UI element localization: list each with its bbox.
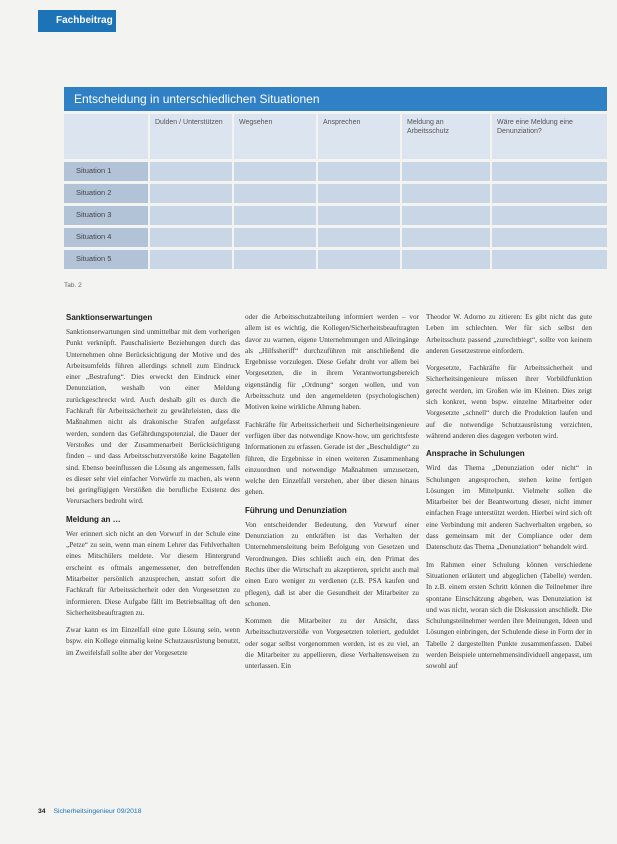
paragraph: Fachkräfte für Arbeitssicherheit und Sicherheitsingenieure verfügen über das notwendige Know-how, um gerichtsfeste Informationen zu erfassen. Gerade ist der „Beschuldigte“ zu führen, die Ergebnisse in einen weiteren Zusammenhang einzuordnen und notwendige Maßnahmen umzusetzen, welche den Einzelfall verstehen, aber über diesen hinaus gehen.	[245, 420, 419, 497]
table-cell	[402, 250, 490, 269]
table-cell	[402, 162, 490, 181]
paragraph: Theodor W. Adorno zu zitieren: Es gibt nicht das gute Leben im schlechten. Wer für sich selbst den Arbeitsschutz passend „zurechtbiegt“, sollte von keinem anderen Gesetzestreue einfordern.	[426, 313, 592, 355]
article-column-2	[245, 312, 419, 679]
table-cell	[318, 162, 400, 181]
heading-fuehrung: Führung und Denunziation	[245, 505, 347, 515]
page-footer	[38, 808, 142, 815]
table-column-header: Dulden / Unterstützen	[150, 114, 232, 159]
table-column-header: Ansprechen	[318, 114, 400, 159]
table-header-corner	[64, 114, 148, 159]
table-title: Entscheidung in unterschiedlichen Situationen	[64, 87, 607, 111]
paragraph: Im Rahmen einer Schulung können verschiedene Situationen erläutert und abgeglichen (Tabelle) werden. In z.B. einem ersten Schritt können die Teilnehmer ihre spontane Einschätzung abgeben, was Denunziation ist und was nicht, woran sich die Diskussion anschließt. Die Schulungsteilnehmer werden ihre Meinungen, Ideen und Lösungen einbringen, der Schulende diese in Form der in Tabelle 2 dargestellten Punkte zusammenfassen. Dabei werden Beispiele unternehmensindividuell angepasst, um sowohl auf	[426, 560, 592, 671]
table-cell	[234, 228, 316, 247]
table-cell	[492, 228, 607, 247]
table-row-label: Situation 1	[64, 162, 148, 181]
paragraph: Wird das Thema „Denunziation oder nicht“ in Schulungen angesprochen, stehen keine fertigen Lösungen im Mittelpunkt. Vielmehr sollen die Mitarbeiter bei der Beantwortung dieser, nicht immer einfachen Frage unterstützt werden. Hierbei wird sich oft eine Verbindung mit anderen Sachverhalten ergeben, so dass gemeinsam mit der Compliance oder dem Datenschutz das Thema „Denunziation“ behandelt wird.	[426, 464, 592, 552]
page-number: 34	[38, 808, 46, 815]
table-cell	[492, 250, 607, 269]
table-cell	[318, 184, 400, 203]
article-column-3	[426, 312, 592, 679]
table-cell	[234, 184, 316, 203]
heading-ansprache: Ansprache in Schulungen	[426, 449, 525, 459]
table-cell	[150, 184, 232, 203]
table-cell	[234, 250, 316, 269]
paragraph: Von entscheidender Bedeutung, den Vorwurf einer Denunziation zu entkräften ist das Verhalten der Unternehmensleitung beim Befolgung von Gesetzen und Verordnungen. Dies schließt auch ein, den Primat des Rechts über die Wirtschaft zu akzeptieren, spricht auch mal einen Euro weniger zu verdienen (z.B. PSA kaufen und pflegen), daß ist aber die Gesundheit der Mitarbeiter zu schonen.	[245, 520, 419, 608]
table-row-label: Situation 4	[64, 228, 148, 247]
table-row-label: Situation 3	[64, 206, 148, 225]
table-cell	[492, 162, 607, 181]
table-cell	[150, 206, 232, 225]
article-column-1	[66, 312, 240, 665]
table-cell	[150, 162, 232, 181]
table-cell	[492, 206, 607, 225]
table-row-label: Situation 2	[64, 184, 148, 203]
paragraph: oder die Arbeitsschutzabteilung informiert werden – vor allem ist es wichtig, die Kollegen/Sicherheitsbeauftragten davor zu warnen, eigene Unternehmungen und Alleingänge als „Hilfssheriff“ durchzuführen mit anschließend die Ergebnisse vorzulegen. Diese Gefahr droht vor allem bei Vorgesetzten, die in ihrem Verantwortungsbereich eigenständig für „Ordnung“ sorgen wollen, und von Arbeitsschutz und den angemeldeten (psychologischen) Motiven keine wirkliche Ahnung haben.	[245, 313, 419, 412]
table-cell	[402, 184, 490, 203]
paragraph: Wer erinnert sich nicht an den Vorwurf in der Schule eine „Petze“ zu sein, wenn man einem Lehrer das Fehlverhalten eines Mitschülers meldete. Vor diesem Hintergrund erscheint es oftmals angemessener, den betreffenden Mitarbeiter persönlich anzusprechen, anstatt sofort die Fachkraft für Arbeitssicherheit oder den Vorgesetzten zu informieren. Diese Aufgabe fällt im Betriebsalltag oft den Sicherheitsbeauftragten zu.	[66, 529, 240, 617]
paragraph: Kommen die Mitarbeiter zu der Ansicht, dass Arbeitsschutzverstöße von Vorgesetzten toleriert, geduldet oder sogar selbst vorgenommen werden, ist es zu viel, an die Mitarbeiter zu appellieren, diese Verhaltensweisen zu unterlassen. Ein	[245, 617, 419, 671]
table-column-header: Meldung an Arbeitsschutz	[402, 114, 490, 159]
table-cell	[150, 250, 232, 269]
situations-table	[64, 87, 607, 273]
section-tag: Fachbeitrag	[38, 10, 116, 32]
publication-name: Sicherheitsingenieur 09/2018	[53, 808, 142, 815]
table-cell	[234, 206, 316, 225]
table-cell	[492, 184, 607, 203]
table-column-header: Wegsehen	[234, 114, 316, 159]
table-column-header: Wäre eine Meldung eine Denunziation?	[492, 114, 607, 159]
table-cell	[402, 228, 490, 247]
table-cell	[318, 250, 400, 269]
table-cell	[318, 228, 400, 247]
figure-label: Tab. 2	[64, 282, 82, 289]
table-row-label: Situation 5	[64, 250, 148, 269]
table-cell	[402, 206, 490, 225]
paragraph: Sanktionserwartungen sind unmittelbar mit dem vorherigen Punkt verknüpft. Pauschalisierte Beziehungen durch das Unternehmen ohne Berücksichtigung der Motive und des Arbeitsumfelds führen allerdings schnell zum Eindruck einer „Bestrafung“. Dies erweckt den Eindruck einer Denunziation, weshalb von einer Meldung zurückgeschreckt wird. Auch deshalb gilt es durch die Fachkraft für Arbeitssicherheit zu gewährleisten, dass die Maßnahmen nicht als drakonische Strafen aufgefasst werden, sondern das Gefährdungspotenzial, die Dauer der Verstoßes und der Zusammenarbeit Berücksichtigung finden – und dass Arbeitsschutzverstöße keine Bagatellen sind. Ebenso beeinflussen die Lösung als angemessen, falls es dieser sehr viel einfacher Vorwürfe zu machen, als wenn bei geringfügigen Verstößen die berufliche Existenz des Verursachers bedroht wird.	[66, 328, 240, 506]
heading-sanktionserwartungen: Sanktionserwartungen	[66, 313, 153, 322]
heading-meldung: Meldung an …	[66, 514, 121, 524]
table-cell	[150, 228, 232, 247]
table-cell	[318, 206, 400, 225]
table-cell	[234, 162, 316, 181]
paragraph: Zwar kann es im Einzelfall eine gute Lösung sein, wenn bspw. ein Kollege einmalig keine Schutzausrüstung benutzt, im Zweifelsfall sollte aber der Vorgesetzte	[66, 626, 240, 657]
paragraph: Vorgesetzte, Fachkräfte für Arbeitssicherheit und Sicherheitsingenieure müssen ihrer Vorbildfunktion gerecht werden, im Großen wie im Kleinen. Dies zeigt sich konkret, wenn bspw. einzelne Mitarbeiter oder Vorgesetzte „schnell“ durch die Produktion laufen und auf die notwendige Schutzausrüstung verzichten, während anderen dies dagegen verboten wird.	[426, 364, 592, 440]
